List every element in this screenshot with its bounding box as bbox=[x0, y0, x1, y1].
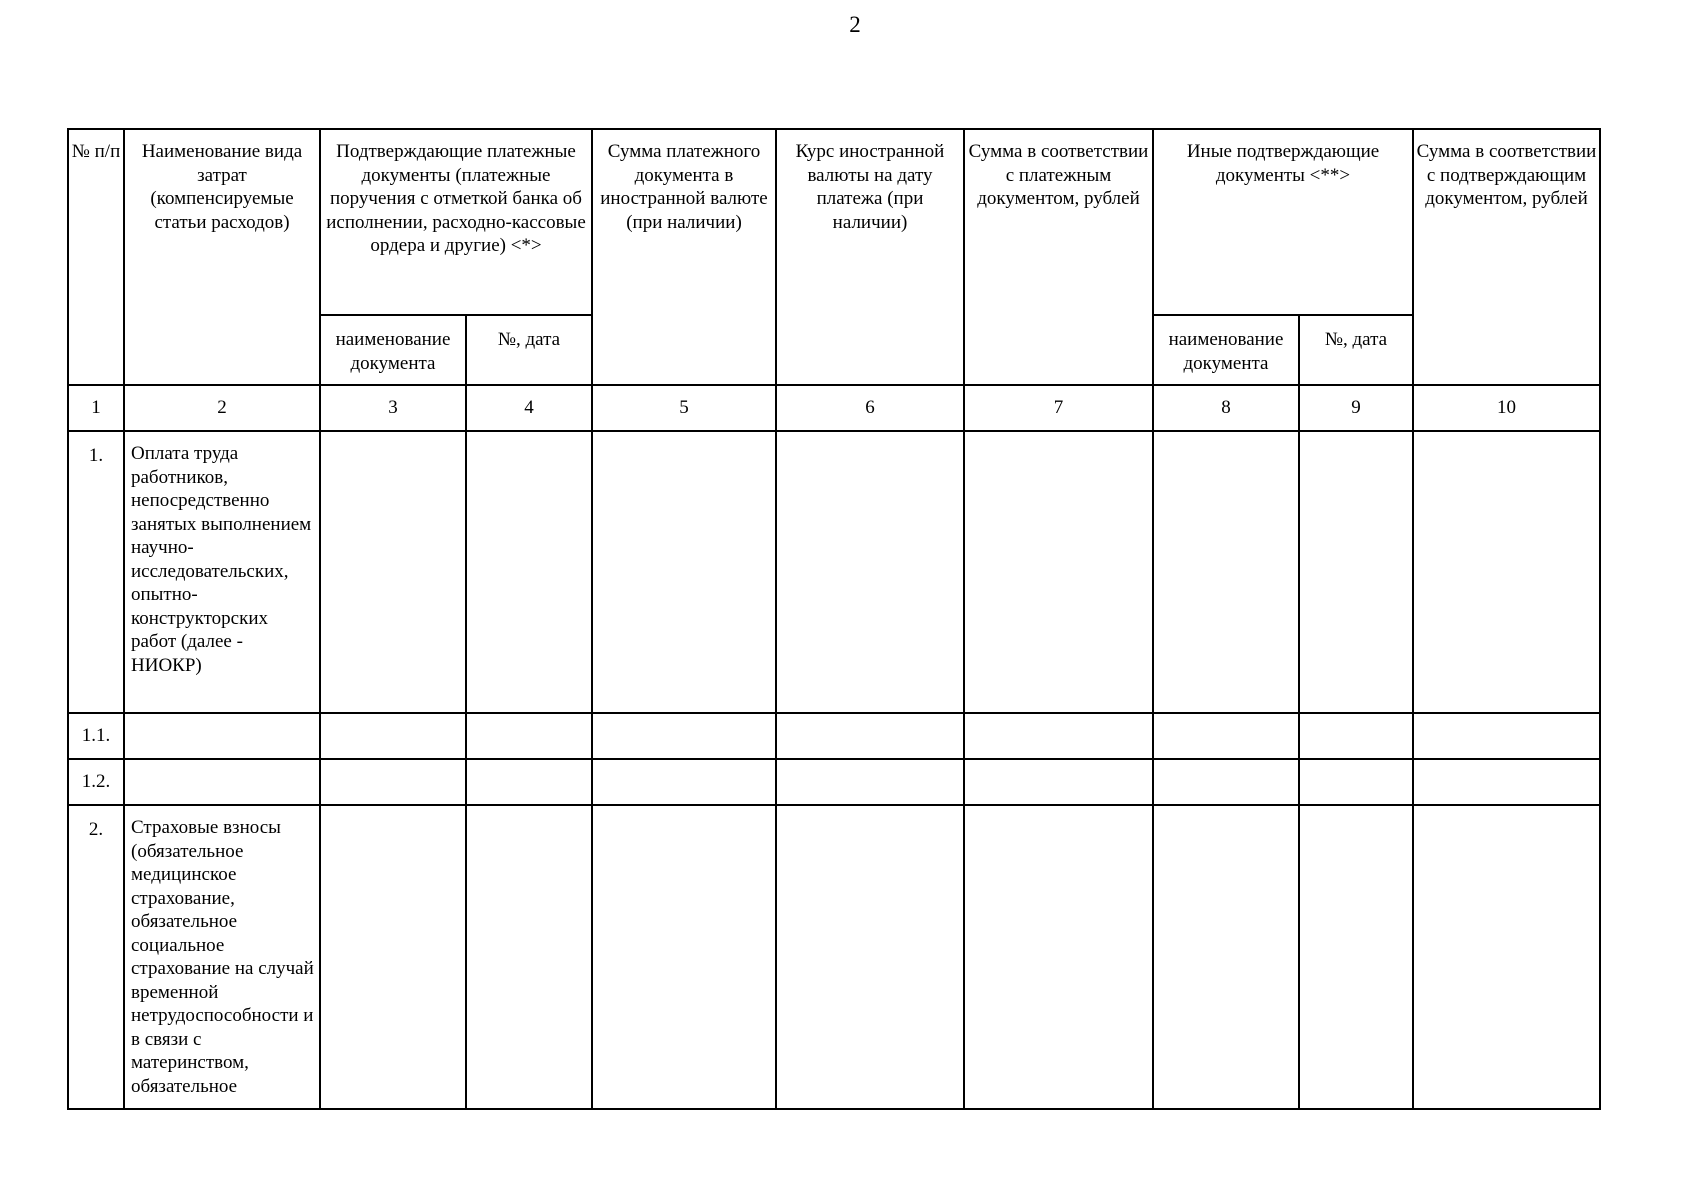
header-foreign-currency-amount: Сумма платежного документа в иностранной валюте (при наличии) bbox=[592, 129, 776, 385]
table-row bbox=[68, 759, 1600, 805]
table-cell bbox=[964, 759, 1153, 805]
table-cell bbox=[964, 713, 1153, 759]
column-index: 6 bbox=[776, 385, 964, 431]
table-row bbox=[68, 805, 1600, 1109]
column-index: 3 bbox=[320, 385, 466, 431]
expense-name bbox=[124, 759, 320, 805]
table-cell bbox=[1413, 805, 1600, 1109]
table-cell bbox=[320, 805, 466, 1109]
table-cell bbox=[1299, 805, 1413, 1109]
table-cell bbox=[776, 759, 964, 805]
table-cell bbox=[776, 431, 964, 713]
column-index: 4 bbox=[466, 385, 592, 431]
column-index: 7 bbox=[964, 385, 1153, 431]
table-cell bbox=[320, 713, 466, 759]
column-index-row bbox=[68, 385, 1600, 431]
expense-report-table bbox=[67, 128, 1601, 1110]
table-cell bbox=[320, 431, 466, 713]
row-number: 2. bbox=[68, 805, 124, 1109]
column-index: 1 bbox=[68, 385, 124, 431]
header-expense-type: Наименование вида затрат (компенсируемые статьи расходов) bbox=[124, 129, 320, 385]
header-payment-documents: Подтверждающие платежные документы (платежные поручения с отметкой банка об исполнении, расходно-кассовые ордера и другие) <*> bbox=[320, 129, 592, 315]
header-other-documents: Иные подтверждающие документы <**> bbox=[1153, 129, 1413, 315]
table-cell bbox=[592, 759, 776, 805]
table-cell bbox=[776, 713, 964, 759]
table-row bbox=[68, 713, 1600, 759]
row-number: 1.2. bbox=[68, 759, 124, 805]
table-cell bbox=[964, 431, 1153, 713]
table-cell bbox=[592, 431, 776, 713]
table-cell bbox=[1413, 431, 1600, 713]
page-number: 2 bbox=[849, 12, 861, 37]
table-cell bbox=[1413, 713, 1600, 759]
table-cell bbox=[1153, 713, 1299, 759]
header-amount-supporting-doc: Сумма в соответствии с подтверждающим документом, рублей bbox=[1413, 129, 1600, 385]
table-row bbox=[68, 431, 1600, 713]
header-row-number: № п/п bbox=[68, 129, 124, 385]
table-cell bbox=[1153, 431, 1299, 713]
header-payment-doc-number-date: №, дата bbox=[466, 315, 592, 385]
header-payment-doc-name: наименование документа bbox=[320, 315, 466, 385]
table-cell bbox=[592, 805, 776, 1109]
row-number: 1. bbox=[68, 431, 124, 713]
column-index: 9 bbox=[1299, 385, 1413, 431]
header-other-doc-name: наименование документа bbox=[1153, 315, 1299, 385]
column-index: 10 bbox=[1413, 385, 1600, 431]
column-index: 5 bbox=[592, 385, 776, 431]
table-cell bbox=[776, 805, 964, 1109]
row-number: 1.1. bbox=[68, 713, 124, 759]
header-amount-payment-doc: Сумма в соответствии с платежным документом, рублей bbox=[964, 129, 1153, 385]
expense-name: Страховые взносы (обязательное медицинское страхование, обязательное социальное страхование на случай временной нетрудоспособности и в связи с материнством, обязательное bbox=[124, 805, 320, 1109]
table-cell bbox=[1413, 759, 1600, 805]
table-cell bbox=[592, 713, 776, 759]
table-cell bbox=[320, 759, 466, 805]
table-cell bbox=[466, 805, 592, 1109]
table-cell bbox=[1153, 759, 1299, 805]
header-other-doc-number-date: №, дата bbox=[1299, 315, 1413, 385]
table-cell bbox=[1299, 431, 1413, 713]
expense-name: Оплата труда работников, непосредственно занятых выполнением научно-исследовательских, опытно-конструкторских работ (далее - НИОКР) bbox=[124, 431, 320, 713]
expense-name bbox=[124, 713, 320, 759]
table-cell bbox=[1299, 759, 1413, 805]
table-cell bbox=[1153, 805, 1299, 1109]
column-index: 8 bbox=[1153, 385, 1299, 431]
table-cell bbox=[466, 431, 592, 713]
table-cell bbox=[964, 805, 1153, 1109]
header-exchange-rate: Курс иностранной валюты на дату платежа (при наличии) bbox=[776, 129, 964, 385]
table-cell bbox=[1299, 713, 1413, 759]
table-cell bbox=[466, 759, 592, 805]
column-index: 2 bbox=[124, 385, 320, 431]
table-cell bbox=[466, 713, 592, 759]
